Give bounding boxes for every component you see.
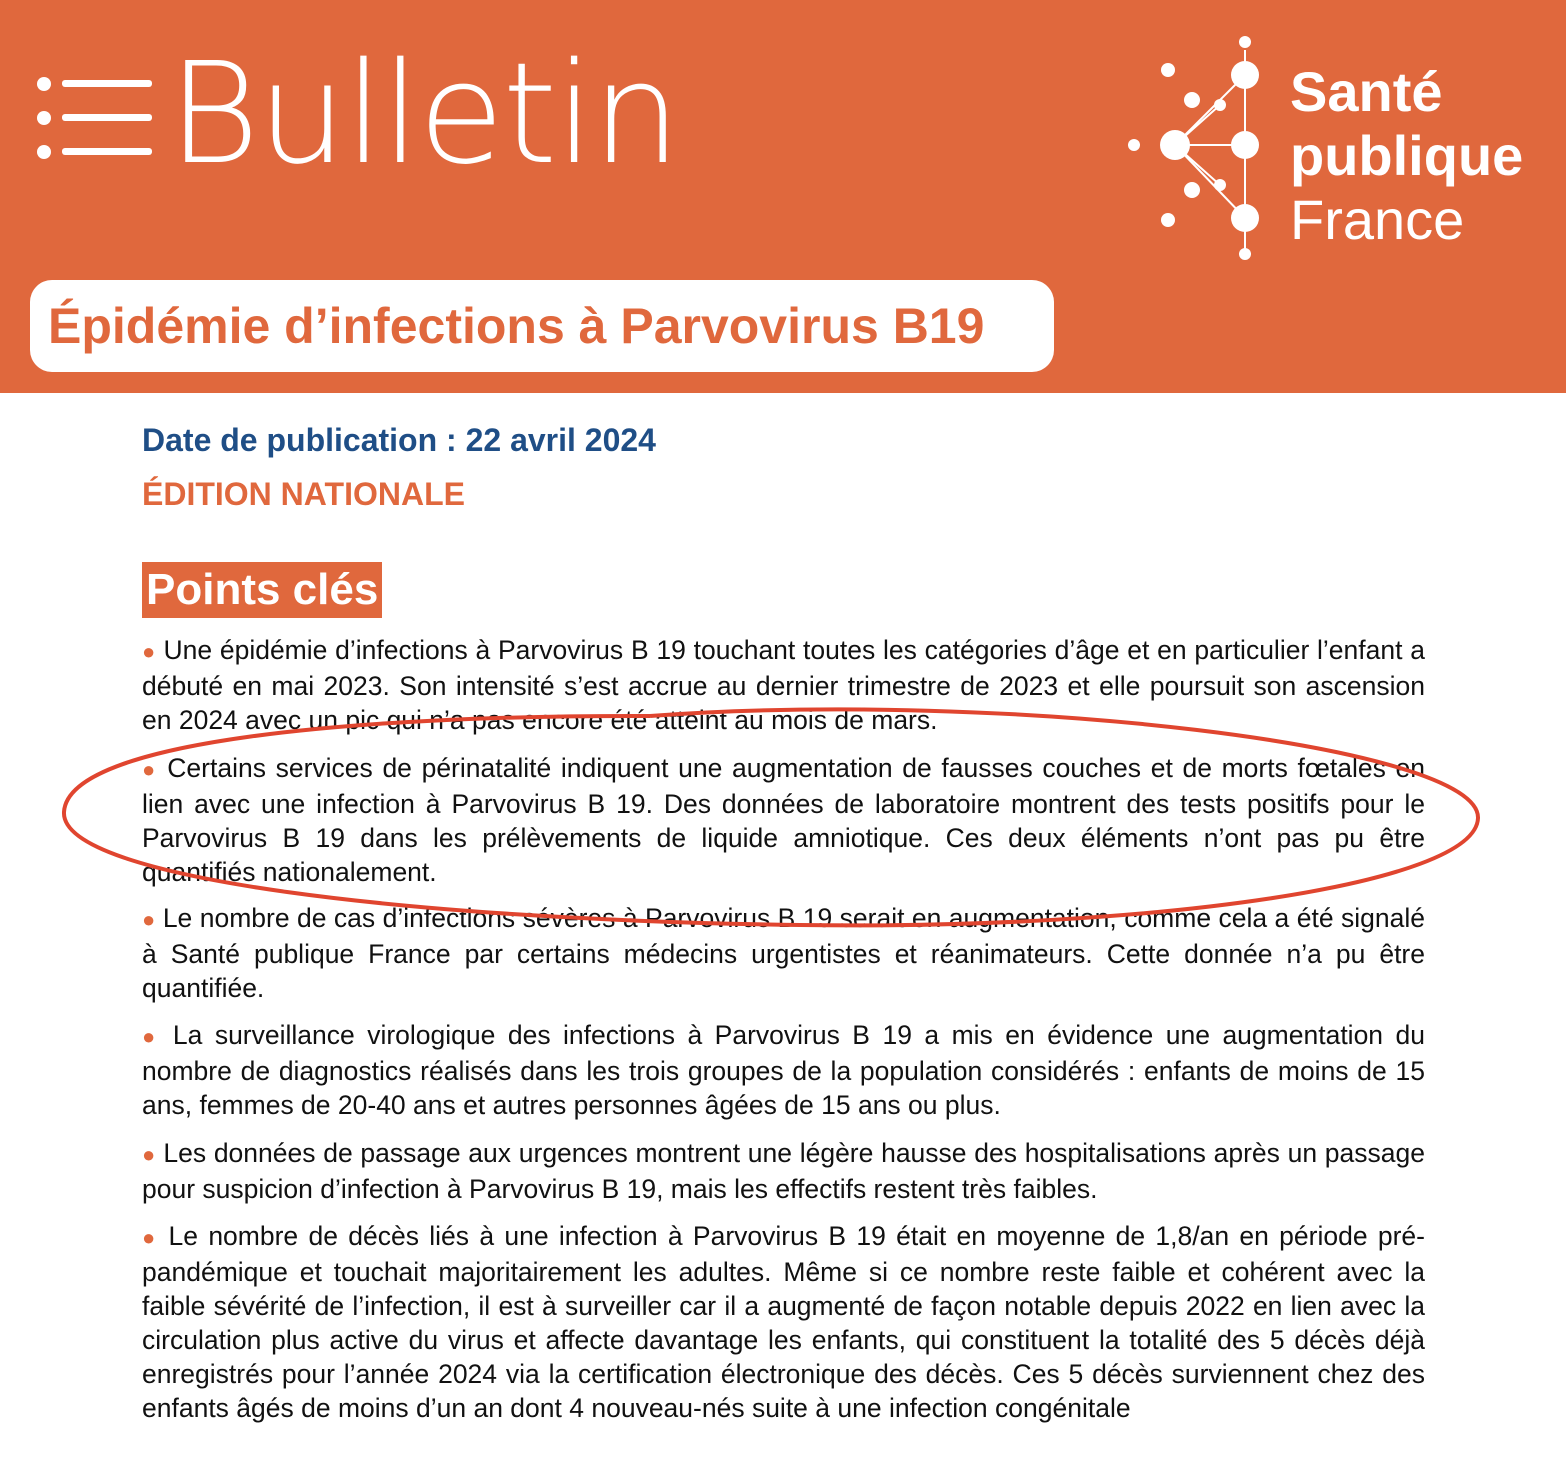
bullet-icon: ● [142,757,158,782]
key-point-text: Le nombre de décès liés à une infection à Parvovirus B 19 était en moyenne de 1,8/an en période pré-pandémique et touchait majoritairement les adultes. Même si ce nombre reste faible et cohérent avec la faible sévérité de l’infection, il est à surveiller car il a augmenté de façon notable depuis 2022 en lien avec la circulation plus active du virus et affecte davantage les enfants, qui constituent la totalité des 5 décès déjà enregistrés pour l’année 2024 via la certification électronique des décès. Ces 5 décès surviennent chez des enfants âgés de moins d’un an dont 4 nouveau-nés suite à une infection congénitale [142,1221,1425,1423]
bullet-icon: ● [142,907,156,932]
banner-title: Épidémie d’infections à Parvovirus B19 [48,298,985,354]
key-point-text: Le nombre de cas d’infections sévères à Parvovirus B 19 serait en augmentation, comme cela a été signalé à Santé publique France par certains médecins urgentistes et réanimateurs. Cette donnée n’a pu être quantifiée. [142,903,1425,1003]
key-point-text: Certains services de périnatalité indiquent une augmentation de fausses couches et de morts fœtales en lien avec une infection à Parvovirus B 19. Des données de laboratoire montrent des tests positifs pour le Parvovirus B 19 dans les prélèvements de liquide amniotique. Ces deux éléments n’ont pas pu être quantifiés nationalement. [142,753,1425,887]
key-point-2 [142,751,1425,889]
logo-wordmark [1290,60,1523,252]
key-point-1 [142,633,1425,737]
key-point-6 [142,1219,1425,1425]
banner-title-box [30,280,1054,372]
bullet-icon: ● [142,639,156,664]
header-banner [0,0,1566,393]
bulletin-title: Bulletin [168,33,679,196]
bullet-icon: ● [142,1024,161,1049]
logo-line-3: France [1290,188,1465,251]
publication-date: Date de publication : 22 avril 2024 [142,422,656,458]
key-point-text: Une épidémie d’infections à Parvovirus B 19 touchant toutes les catégories d’âge et en particulier l’enfant a débuté en mai 2023. Son intensité s’est accrue au dernier trimestre de 2023 et elle poursuit son ascension en 2024 avec un pic qui n’a pas encore été atteint au mois de mars. [142,635,1425,735]
sante-publique-france-logo-icon [1120,30,1290,266]
logo-line-1: Santé [1290,60,1443,123]
menu-list-icon [34,72,152,162]
key-point-3 [142,901,1425,1005]
logo-line-2: publique [1290,124,1524,187]
bullet-icon: ● [142,1225,159,1250]
key-point-text: La surveillance virologique des infections à Parvovirus B 19 a mis en évidence une augmentation du nombre de diagnostics réalisés dans les trois groupes de la population considérés : enfants de moins de 15 ans, femmes de 20-40 ans et autres personnes âgées de 15 ans ou plus. [142,1020,1425,1120]
key-point-4 [142,1018,1425,1122]
key-point-text: Les données de passage aux urgences montrent une légère hausse des hospitalisations après un passage pour suspicion d’infection à Parvovirus B 19, mais les effectifs restent très faibles. [142,1138,1425,1204]
edition-label: ÉDITION NATIONALE [142,476,465,512]
points-cles-heading: Points clés [142,562,382,618]
bullet-icon: ● [142,1142,156,1167]
key-point-5 [142,1136,1425,1206]
